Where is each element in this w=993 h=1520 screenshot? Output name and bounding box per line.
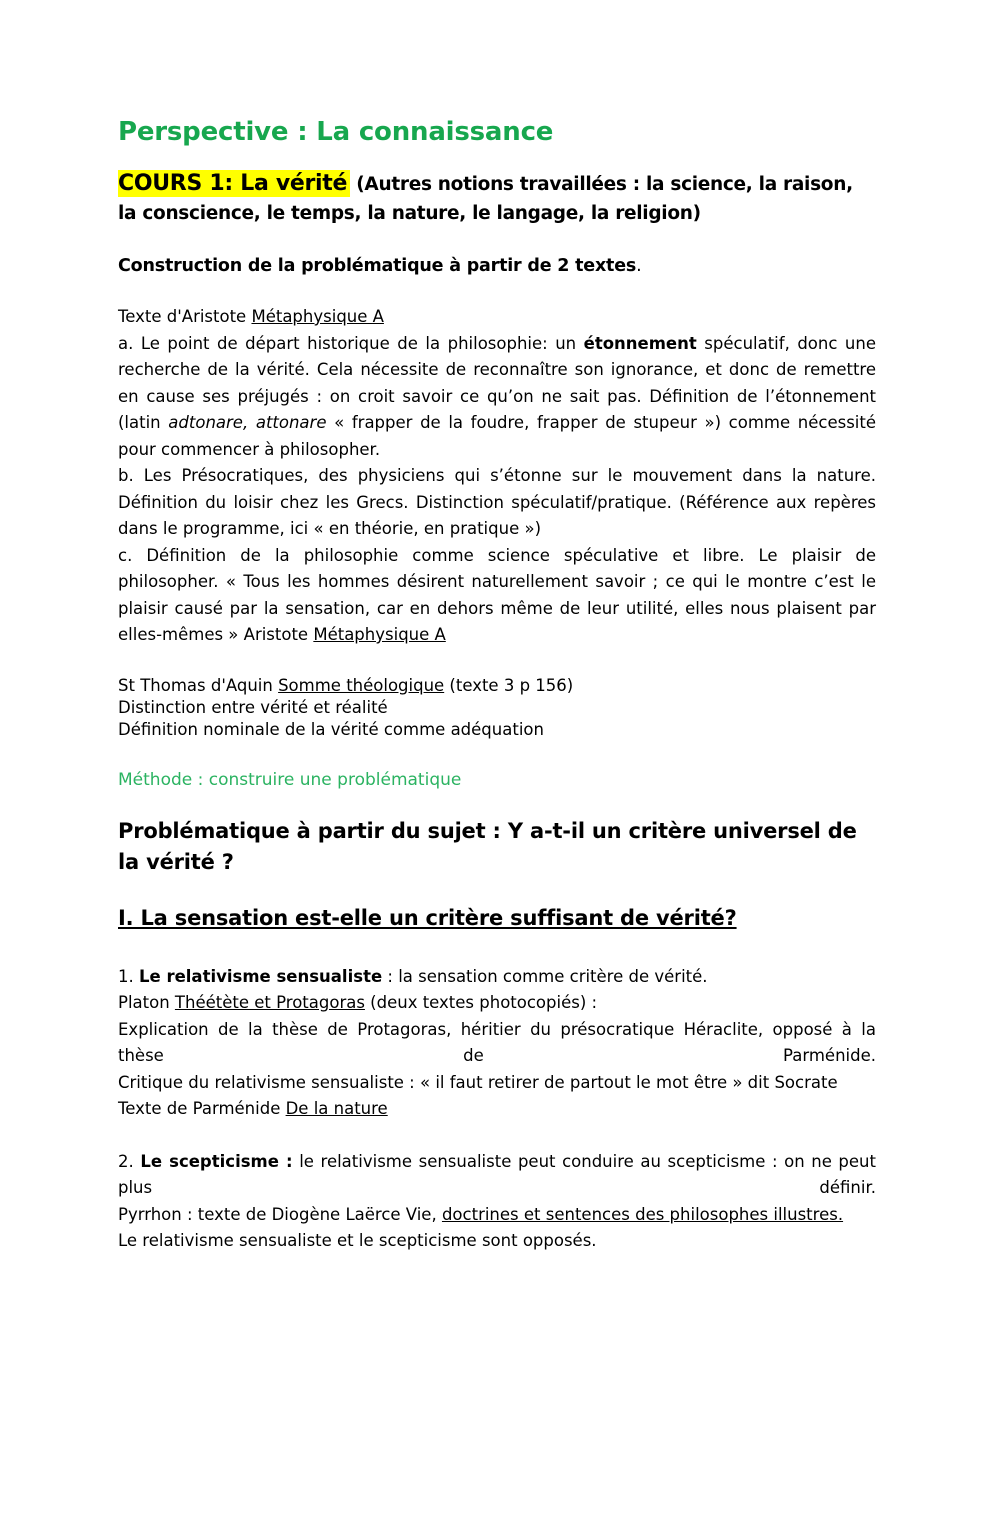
item-1-bold-title: Le relativisme sensualiste: [139, 966, 383, 986]
construction-line: [118, 254, 876, 278]
item-1-description: : la sensation comme critère de vérité.: [382, 966, 708, 986]
paragraph-c: [118, 543, 876, 649]
book-title-doctrines-philosophes: doctrines et sentences des philosophes illustres.: [441, 1204, 844, 1224]
aquinas-reference-text: (texte 3 p 156): [444, 675, 574, 695]
aristotle-intro-line: [118, 304, 876, 331]
platon-prefix-text: Platon: [118, 993, 175, 1012]
aquinas-intro-text: St Thomas d'Aquin: [118, 675, 279, 695]
section-2-block: [118, 1149, 876, 1255]
aristotle-intro-text: Texte d'Aristote: [118, 307, 252, 326]
aristotle-block: [118, 304, 876, 649]
page-title: Perspective : La connaissance: [118, 117, 554, 147]
aquinas-line-2: Distinction entre vérité et réalité: [118, 697, 388, 717]
paragraph-a-bold-word: étonnement: [583, 333, 697, 353]
paragraph-a: [118, 331, 876, 464]
aquinas-line-3: Définition nominale de la vérité comme adéquation: [118, 719, 544, 739]
paragraph-b: [118, 463, 876, 543]
course-subtitle: (Autres notions travaillées : la science, la raison, la conscience, le temps, la nature, le langage, la religion): [118, 174, 853, 224]
book-title-somme-theologique: Somme théologique: [278, 675, 445, 695]
paragraph-b-text: b. Les Présocratiques, des physiciens qui s’étonne sur le mouvement dans la nature. Définition du loisir chez les Grecs. Distinction spéculatif/pratique. (Référence aux repères dans le programme, ici « en théorie, en pratique »): [118, 466, 876, 538]
section-1-heading: I. La sensation est-elle un critère suffisant de vérité?: [118, 905, 737, 930]
method-line: Méthode : construire une problématique: [118, 769, 462, 790]
construction-period: .: [636, 256, 642, 276]
document-page: [0, 116, 993, 1520]
parmenide-prefix-text: Texte de Parménide: [118, 1099, 286, 1118]
item-2-number: 2.: [118, 1151, 141, 1171]
book-title-metaphysique: Métaphysique A: [251, 307, 384, 326]
parmenide-line: [118, 1096, 876, 1123]
section-1-item-line: [118, 964, 876, 991]
paragraph-a-text-3: « frapper de la foudre, frapper de stupeur ») comme nécessité pour commencer à philosopher.: [118, 413, 876, 459]
course-heading: [118, 169, 876, 228]
paragraph-c-text: c. Définition de la philosophie comme science spéculative et libre. Le plaisir de philosopher. « Tous les hommes désirent naturellement savoir ; ce qui le montre c’est le plaisir causé par la sensation, car en dehors même de leur utilité, elles nous plaisent par elles-mêmes » Aristote: [118, 545, 876, 644]
section-2-item-paragraph: [118, 1149, 876, 1202]
paragraph-a-latin-italic: adtonare, attonare: [168, 413, 327, 432]
closing-line: Le relativisme sensualiste et le scepticisme sont opposés.: [118, 1231, 597, 1250]
section-1-block: [118, 964, 876, 1123]
explication-paragraph: Explication de la thèse de Protagoras, héritier du présocratique Héraclite, opposé à la thèse de Parménide.: [118, 1019, 876, 1065]
problematique-heading: Problématique à partir du sujet : Y a-t-il un critère universel de la vérité ?: [118, 818, 857, 874]
construction-bold-text: Construction de la problématique à partir de 2 textes: [118, 256, 637, 276]
paragraph-a-text-1: a. Le point de départ historique de la philosophie: un: [118, 333, 584, 353]
platon-suffix-text: (deux textes photocopiés) :: [364, 993, 598, 1012]
book-title-metaphysique-2: Métaphysique A: [313, 625, 446, 644]
pyrrhon-paragraph: [118, 1202, 876, 1229]
item-2-bold-title: Le scepticisme :: [140, 1151, 293, 1171]
platon-line: [118, 990, 876, 1017]
book-title-de-la-nature: De la nature: [285, 1099, 388, 1118]
aquinas-line-1: [118, 675, 876, 697]
paragraph-a-text-2: spéculatif, donc une recherche de la vérité. Cela nécessite de reconnaître son ignorance, et donc de remettre en cause ses préjugés : on croit savoir ce qu’on ne sait pas. Définition de l’étonnement (latin: [118, 333, 877, 432]
pyrrhon-prefix-text: Pyrrhon : texte de Diogène Laërce Vie,: [118, 1204, 442, 1224]
item-1-number: 1.: [118, 966, 139, 986]
item-2-description: le relativisme sensualiste peut conduire au scepticisme : on ne peut plus définir.: [118, 1151, 876, 1197]
course-title-highlighted: COURS 1: La vérité: [118, 170, 350, 197]
critique-paragraph: Critique du relativisme sensualiste : « il faut retirer de partout le mot être » dit Socrate: [118, 1072, 838, 1092]
aquinas-block: [118, 675, 876, 741]
book-title-theetete-protagoras: Théétète et Protagoras: [174, 993, 365, 1012]
